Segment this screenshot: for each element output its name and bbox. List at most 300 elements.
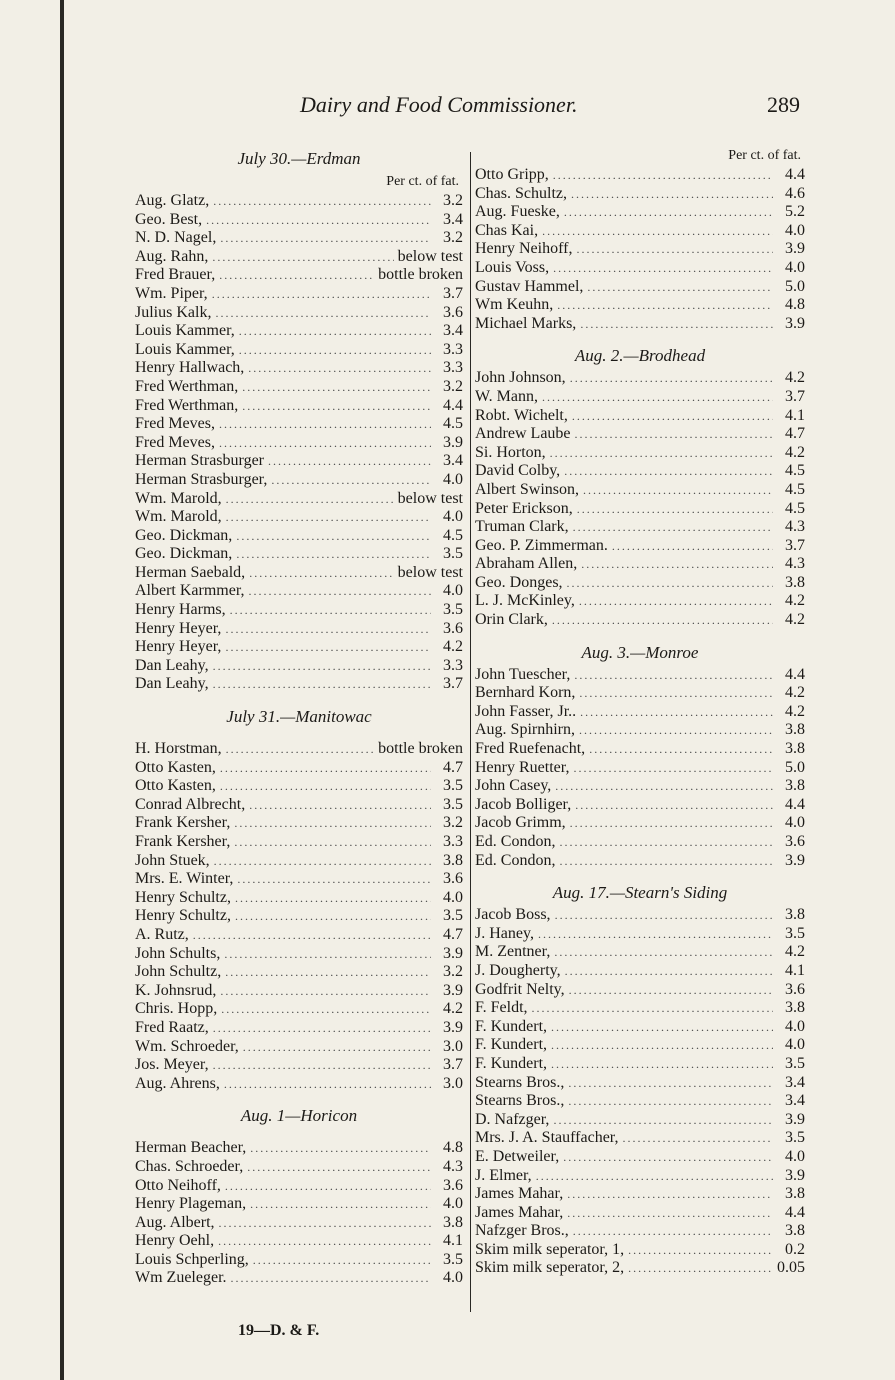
- list-item: [475, 1204, 805, 1223]
- dot-leader: [559, 833, 773, 852]
- dot-leader: [559, 852, 773, 871]
- entry-name: Chas Kai,: [475, 221, 539, 239]
- entry-name: Stearns Bros.,: [475, 1073, 565, 1091]
- entry-name: Otto Kasten,: [135, 777, 216, 795]
- list-item: [475, 1222, 805, 1241]
- dot-leader: [249, 582, 431, 601]
- entry-value: 4.8: [785, 296, 805, 314]
- list-item: [135, 1075, 463, 1094]
- dot-leader: [550, 444, 773, 463]
- entry-value: 3.0: [443, 1074, 463, 1092]
- entry-name: Wm. Marold,: [135, 508, 222, 526]
- entry-value: 3.9: [443, 1018, 463, 1036]
- entry-value: below test: [397, 563, 463, 581]
- entry-value: 4.0: [443, 1269, 463, 1287]
- list-item: [135, 963, 463, 982]
- entry-name: Geo. Dickman,: [135, 545, 233, 563]
- section-heading: Aug. 1—Horicon: [240, 1106, 358, 1126]
- entry-name: F. Kundert,: [475, 1054, 548, 1072]
- entry-value: 3.8: [785, 1185, 805, 1203]
- dot-leader: [587, 278, 773, 297]
- list-item: [475, 684, 805, 703]
- entry-name: Otto Gripp,: [475, 166, 549, 183]
- entry-value: 4.7: [443, 925, 463, 943]
- entry-value: 4.5: [785, 480, 805, 498]
- entry-name: Chris. Hopp,: [135, 1000, 218, 1018]
- entry-name: Michael Marks,: [475, 314, 577, 332]
- dot-leader: [236, 527, 431, 546]
- dot-leader: [206, 211, 431, 230]
- dot-leader: [622, 1129, 773, 1148]
- entry-name: Otto Kasten,: [135, 758, 216, 776]
- entry-name: Peter Erickson,: [475, 499, 573, 517]
- list-item: [475, 740, 805, 759]
- list-item: [135, 248, 463, 267]
- dot-leader: [536, 1167, 773, 1186]
- dot-leader: [215, 304, 431, 323]
- entry-name: Conrad Albrecht,: [135, 795, 246, 813]
- dot-leader: [193, 926, 431, 945]
- entry-name: Chas. Schultz,: [475, 184, 567, 202]
- entry-value: below test: [397, 489, 463, 507]
- dot-leader: [580, 703, 773, 722]
- entry-value: 4.0: [443, 508, 463, 526]
- entry-name: F. Kundert,: [475, 1017, 548, 1035]
- entry-value: 3.9: [785, 240, 805, 258]
- entry-name: Otto Neihoff,: [135, 1176, 221, 1194]
- dot-leader: [570, 369, 773, 388]
- entry-value: 4.2: [785, 369, 805, 387]
- entry-value: 3.7: [443, 284, 463, 302]
- dot-leader: [213, 1019, 431, 1038]
- entry-name: Mrs. E. Winter,: [135, 870, 234, 888]
- dot-leader: [572, 407, 773, 426]
- dot-leader: [628, 1241, 773, 1260]
- list-item: [135, 1232, 463, 1251]
- entry-name: Bernhard Korn,: [475, 684, 576, 702]
- list-item: [475, 777, 805, 796]
- list-item: [475, 1148, 805, 1167]
- entry-value: 3.8: [785, 999, 805, 1017]
- entry-name: Wm. Marold,: [135, 489, 222, 507]
- list-item: [135, 1000, 463, 1019]
- list-item: [475, 369, 805, 388]
- dot-leader: [551, 1055, 773, 1074]
- dot-leader: [213, 192, 431, 211]
- entry-name: Andrew Laube: [475, 425, 571, 443]
- entry-value: 4.3: [443, 1157, 463, 1175]
- list-item: [135, 889, 463, 908]
- list-item: [135, 638, 463, 657]
- entry-value: 5.2: [785, 203, 805, 221]
- entry-value: 3.6: [785, 833, 805, 850]
- list-item: [475, 315, 805, 334]
- dot-leader: [212, 285, 431, 304]
- list-item: [135, 434, 463, 453]
- entry-value: 3.9: [785, 314, 805, 332]
- dot-leader: [564, 462, 773, 481]
- list-item: [135, 759, 463, 778]
- entry-value: 3.5: [785, 1054, 805, 1072]
- entry-name: Herman Saebald,: [135, 563, 246, 581]
- entry-name: Henry Ruetter,: [475, 758, 570, 776]
- entry-name: Wm. Piper,: [135, 284, 208, 302]
- dot-leader: [589, 740, 773, 759]
- dot-leader: [573, 759, 773, 778]
- entry-name: David Colby,: [475, 462, 561, 480]
- entry-value: 4.5: [785, 499, 805, 517]
- entry-list: [475, 666, 805, 871]
- list-item: [135, 582, 463, 601]
- entry-name: Louis Kammer,: [135, 340, 235, 358]
- dot-leader: [555, 906, 773, 925]
- entry-list: [135, 1139, 463, 1288]
- entry-name: Henry Heyer,: [135, 638, 222, 656]
- entry-name: M. Zentner,: [475, 943, 551, 961]
- section-heading: Aug. 3.—Monroe: [581, 642, 699, 662]
- entry-value: 3.8: [785, 740, 805, 758]
- entry-name: Jos. Meyer,: [135, 1056, 209, 1074]
- list-item: [135, 397, 463, 416]
- list-item: [475, 1036, 805, 1055]
- dot-leader: [551, 1018, 773, 1037]
- entry-name: Henry Hallwach,: [135, 359, 245, 377]
- list-item: [475, 943, 805, 962]
- list-item: [135, 675, 463, 694]
- dot-leader: [234, 833, 431, 852]
- entry-name: Abraham Allen,: [475, 555, 578, 573]
- entry-name: Aug. Albert,: [135, 1213, 215, 1231]
- entry-name: H. Horstman,: [135, 740, 222, 758]
- list-item: [135, 1177, 463, 1196]
- dot-leader: [220, 229, 431, 248]
- entry-value: 4.1: [785, 961, 805, 979]
- list-item: [475, 592, 805, 611]
- list-item: [475, 425, 805, 444]
- entry-value: 3.4: [443, 210, 463, 228]
- dot-leader: [224, 945, 431, 964]
- dot-leader: [581, 555, 773, 574]
- list-item: [475, 852, 805, 871]
- entry-value: 4.5: [443, 526, 463, 544]
- entry-name: Louis Voss,: [475, 258, 550, 276]
- entry-name: James Mahar,: [475, 1185, 564, 1203]
- list-item: [475, 1167, 805, 1186]
- entry-name: Orin Clark,: [475, 611, 548, 629]
- section-heading: July 31.—Manitowac: [226, 707, 372, 727]
- dot-leader: [234, 814, 431, 833]
- dot-leader: [567, 574, 773, 593]
- dot-leader: [583, 481, 773, 500]
- entry-list: [475, 166, 805, 333]
- entry-name: Si. Horton,: [475, 443, 546, 461]
- entry-name: Wm. Schroeder,: [135, 1037, 239, 1055]
- list-item: [135, 657, 463, 676]
- list-item: [135, 285, 463, 304]
- entry-value: 3.3: [443, 340, 463, 358]
- entry-list: [475, 906, 805, 1278]
- entry-value: 4.3: [785, 555, 805, 573]
- list-item: [475, 278, 805, 297]
- list-item: [475, 407, 805, 426]
- list-item: [135, 814, 463, 833]
- column-divider: [470, 152, 471, 1312]
- list-item: [475, 666, 805, 685]
- list-item: [135, 1269, 463, 1288]
- list-item: [475, 574, 805, 593]
- dot-leader: [249, 796, 431, 815]
- entry-value: 3.2: [443, 377, 463, 395]
- left-column: [135, 146, 463, 1288]
- list-item: [135, 852, 463, 871]
- entry-name: Frank Kersher,: [135, 814, 231, 832]
- entry-value: 4.4: [785, 795, 805, 813]
- dot-leader: [569, 981, 773, 1000]
- dot-leader: [542, 388, 773, 407]
- dot-leader: [218, 1232, 431, 1251]
- dot-leader: [236, 545, 431, 564]
- entry-name: Jacob Bolliger,: [475, 795, 572, 813]
- entry-name: Fred Ruefenacht,: [475, 740, 586, 758]
- dot-leader: [567, 1204, 773, 1223]
- entry-value: 4.2: [785, 702, 805, 720]
- dot-leader: [574, 666, 773, 685]
- entry-value: 4.0: [785, 1036, 805, 1054]
- list-item: [475, 500, 805, 519]
- dot-leader: [242, 378, 431, 397]
- list-item: [475, 518, 805, 537]
- entry-name: Skim milk seperator, 2,: [475, 1259, 625, 1277]
- list-item: [135, 359, 463, 378]
- entry-name: James Mahar,: [475, 1203, 564, 1221]
- dot-leader: [250, 1195, 431, 1214]
- entry-name: Jacob Boss,: [475, 906, 551, 924]
- entry-name: John Johnson,: [475, 369, 566, 387]
- list-item: [475, 388, 805, 407]
- entry-name: Ed. Condon,: [475, 833, 556, 850]
- entry-value: 3.4: [785, 1092, 805, 1110]
- list-item: [475, 1092, 805, 1111]
- entry-value: 4.0: [443, 888, 463, 906]
- list-item: [475, 1018, 805, 1037]
- dot-leader: [213, 657, 431, 676]
- dot-leader: [553, 166, 773, 185]
- entry-name: Herman Strasburger,: [135, 470, 268, 488]
- dot-leader: [224, 1075, 431, 1094]
- entry-value: 3.9: [443, 944, 463, 962]
- list-item: [135, 982, 463, 1001]
- list-item: [475, 166, 805, 185]
- list-item: [135, 870, 463, 889]
- list-item: [135, 564, 463, 583]
- entry-value: 4.0: [785, 814, 805, 832]
- list-item: [475, 240, 805, 259]
- entry-value: 4.5: [443, 415, 463, 433]
- list-item: [135, 926, 463, 945]
- dot-leader: [213, 1056, 431, 1075]
- page-number: 289: [767, 92, 800, 117]
- entry-value: 3.9: [785, 1166, 805, 1184]
- entry-value: 3.2: [443, 229, 463, 247]
- entry-value: 3.7: [443, 1056, 463, 1074]
- list-item: [135, 907, 463, 926]
- entry-name: Aug. Fueske,: [475, 203, 560, 221]
- entry-value: 0.2: [785, 1240, 805, 1258]
- entry-value: 3.2: [443, 814, 463, 832]
- entry-value: 5.0: [785, 758, 805, 776]
- dot-leader: [579, 721, 773, 740]
- list-item: [135, 740, 463, 759]
- entry-value: 0.05: [777, 1259, 805, 1277]
- dot-leader: [226, 508, 431, 527]
- dot-leader: [225, 638, 431, 657]
- entry-value: 4.2: [785, 684, 805, 702]
- dot-leader: [628, 1259, 773, 1278]
- column-header: Per ct. of fat.: [728, 148, 801, 163]
- list-item: [475, 611, 805, 630]
- entry-name: Louis Schperling,: [135, 1250, 249, 1268]
- entry-list: [135, 192, 463, 694]
- dot-leader: [239, 341, 431, 360]
- entry-name: John Schultz,: [135, 963, 222, 981]
- entry-name: Aug. Rahn,: [135, 247, 209, 265]
- entry-list: [475, 369, 805, 629]
- entry-name: Robt. Wichelt,: [475, 406, 568, 424]
- dot-leader: [553, 259, 773, 278]
- list-item: [475, 925, 805, 944]
- dot-leader: [219, 266, 374, 285]
- dot-leader: [571, 185, 773, 204]
- entry-name: N. D. Nagel,: [135, 229, 217, 247]
- dot-leader: [253, 1251, 431, 1270]
- entry-name: John Stuek,: [135, 851, 210, 869]
- dot-leader: [555, 777, 773, 796]
- entry-name: Geo. P. Zimmerman.: [475, 536, 608, 554]
- entry-name: K. Johnsrud,: [135, 981, 217, 999]
- list-item: [475, 796, 805, 815]
- list-item: [135, 229, 463, 248]
- entry-name: Henry Neihoff,: [475, 240, 573, 258]
- dot-leader: [219, 434, 431, 453]
- entry-name: D. Nafzger,: [475, 1110, 550, 1128]
- entry-name: J. Dougherty,: [475, 961, 561, 979]
- entry-name: Truman Clark,: [475, 518, 569, 536]
- dot-leader: [554, 943, 773, 962]
- entry-name: Aug. Spirnhirn,: [475, 721, 575, 739]
- dot-leader: [551, 1036, 773, 1055]
- dot-leader: [235, 907, 431, 926]
- entry-name: Wm Keuhn,: [475, 296, 554, 314]
- entry-value: 3.0: [443, 1037, 463, 1055]
- list-item: [135, 1158, 463, 1177]
- dot-leader: [219, 415, 431, 434]
- list-item: [475, 481, 805, 500]
- list-item: [135, 304, 463, 323]
- list-item: [475, 1055, 805, 1074]
- list-item: [135, 211, 463, 230]
- dot-leader: [580, 315, 773, 334]
- entry-name: Herman Strasburger: [135, 452, 264, 470]
- entry-name: Fred Werthman,: [135, 377, 239, 395]
- list-item: [135, 490, 463, 509]
- entry-name: Dan Leahy,: [135, 656, 209, 674]
- dot-leader: [563, 1148, 773, 1167]
- list-item: [475, 906, 805, 925]
- entry-list: [135, 740, 463, 1093]
- entry-name: Fred Werthman,: [135, 396, 239, 414]
- entry-value: 3.4: [785, 1073, 805, 1091]
- entry-name: Godfrit Nelty,: [475, 980, 565, 998]
- list-item: [135, 1195, 463, 1214]
- dot-leader: [573, 1222, 773, 1241]
- list-item: [135, 508, 463, 527]
- entry-value: 3.9: [443, 981, 463, 999]
- entry-name: Wm Zueleger.: [135, 1269, 227, 1287]
- list-item: [135, 192, 463, 211]
- entry-value: 4.6: [785, 184, 805, 202]
- dot-leader: [226, 490, 394, 509]
- entry-name: Nafzger Bros.,: [475, 1222, 569, 1240]
- dot-leader: [552, 611, 773, 630]
- entry-name: J. Haney,: [475, 924, 534, 942]
- dot-leader: [243, 1038, 431, 1057]
- entry-value: 3.4: [443, 452, 463, 470]
- entry-value: 3.5: [443, 1250, 463, 1268]
- list-item: [135, 796, 463, 815]
- entry-value: 3.8: [443, 851, 463, 869]
- entry-value: 3.5: [785, 1129, 805, 1147]
- entry-name: Jacob Grimm,: [475, 814, 566, 832]
- entry-value: 3.5: [443, 601, 463, 619]
- entry-value: 4.4: [785, 665, 805, 683]
- entry-value: 5.0: [785, 277, 805, 295]
- entry-value: 3.5: [443, 545, 463, 563]
- section-heading: Aug. 17.—Stearn's Siding: [552, 883, 728, 903]
- list-item: [475, 981, 805, 1000]
- signature-mark: 19—D. & F.: [238, 1322, 320, 1339]
- entry-name: John Schults,: [135, 944, 221, 962]
- entry-value: 4.2: [785, 943, 805, 961]
- list-item: [475, 1241, 805, 1260]
- list-item: [135, 527, 463, 546]
- list-item: [135, 1139, 463, 1158]
- list-item: [475, 721, 805, 740]
- dot-leader: [214, 852, 431, 871]
- dot-leader: [612, 537, 773, 556]
- list-item: [135, 1056, 463, 1075]
- entry-name: Henry Schultz,: [135, 907, 231, 925]
- entry-name: Henry Harms,: [135, 601, 226, 619]
- dot-leader: [570, 814, 773, 833]
- entry-value: 4.0: [785, 1017, 805, 1035]
- dot-leader: [213, 675, 431, 694]
- entry-value: 3.4: [443, 322, 463, 340]
- entry-value: 3.7: [785, 536, 805, 554]
- entry-name: Henry Oehl,: [135, 1232, 215, 1250]
- entry-value: 3.3: [443, 656, 463, 674]
- entry-value: 3.8: [443, 1213, 463, 1231]
- entry-value: 4.5: [785, 462, 805, 480]
- dot-leader: [538, 925, 773, 944]
- dot-leader: [576, 240, 773, 259]
- list-item: [475, 259, 805, 278]
- entry-value: 4.4: [785, 166, 805, 183]
- list-item: [475, 185, 805, 204]
- entry-name: Albert Swinson,: [475, 480, 579, 498]
- dot-leader: [219, 1214, 431, 1233]
- entry-value: 3.5: [785, 924, 805, 942]
- entry-name: F. Kundert,: [475, 1036, 548, 1054]
